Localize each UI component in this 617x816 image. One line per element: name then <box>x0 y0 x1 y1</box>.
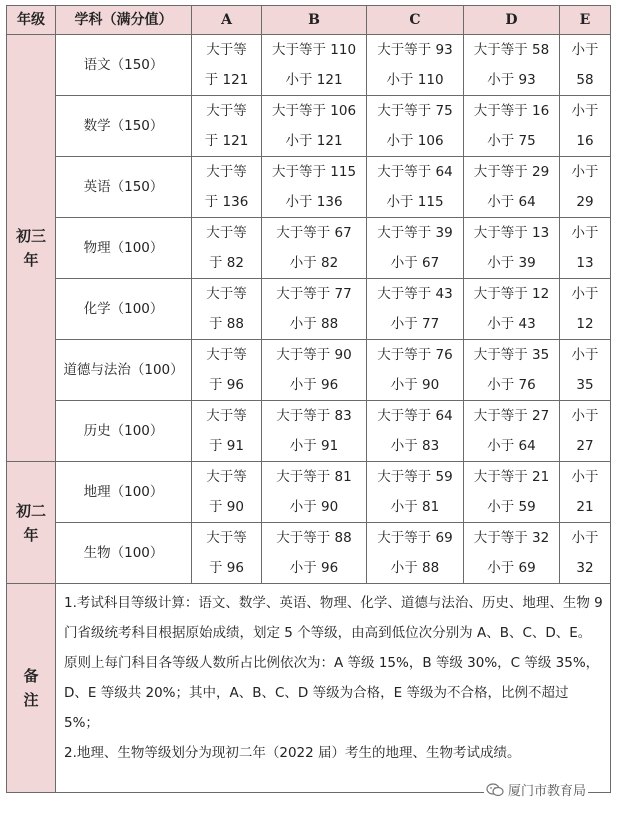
cell-line: 小于 39 <box>487 255 536 271</box>
cell-line: 于 121 <box>204 72 249 88</box>
cell-line: 小于 76 <box>487 377 536 393</box>
note-label-text: 备 注 <box>23 667 39 709</box>
cell-line: 小于 69 <box>487 560 536 576</box>
level-c-cell <box>367 35 464 96</box>
level-e-cell <box>560 218 611 279</box>
cell-line: 大于等于 67 <box>276 225 352 241</box>
cell-line: 小于 <box>571 530 599 546</box>
cell-line: 大于等于 59 <box>377 469 453 485</box>
level-b-cell <box>262 462 367 523</box>
level-b-cell <box>262 523 367 584</box>
cell-line: 21 <box>576 499 594 515</box>
cell-line: 小于 88 <box>390 560 440 576</box>
subject-cell: 生物（100） <box>56 523 192 584</box>
table-row <box>7 279 611 340</box>
watermark-text: 厦门市教育局 <box>508 784 587 799</box>
subject-cell: 语文（150） <box>56 35 192 96</box>
level-c-cell <box>367 340 464 401</box>
table-row <box>7 340 611 401</box>
cell-line: 16 <box>576 133 594 149</box>
cell-line: 小于 136 <box>285 194 343 210</box>
subject-cell: 化学（100） <box>56 279 192 340</box>
cell-line: 小于 <box>571 225 599 241</box>
subject-cell: 地理（100） <box>56 462 192 523</box>
level-a-cell <box>192 157 262 218</box>
level-a-cell <box>192 401 262 462</box>
subject-cell: 数学（150） <box>56 96 192 157</box>
cell-line: 大于等于 43 <box>377 286 453 302</box>
level-c-cell <box>367 279 464 340</box>
level-b-cell <box>262 218 367 279</box>
level-b-cell <box>262 35 367 96</box>
subject-cell: 物理（100） <box>56 218 192 279</box>
cell-line: 大于等于 110 <box>271 42 357 58</box>
note-text <box>56 584 611 793</box>
cell-line: 小于 88 <box>289 316 339 332</box>
cell-line: 27 <box>576 438 594 454</box>
header-level-e: E <box>560 6 611 35</box>
level-b-cell <box>262 279 367 340</box>
cell-line: 大于等于 76 <box>377 347 453 363</box>
cell-line: 小于 <box>571 469 599 485</box>
note-line-2: 2.地理、生物等级划分为现初二年（2022 届）考生的地理、生物考试成绩。 <box>64 745 521 761</box>
grade-label: 初二 年 <box>15 501 46 544</box>
level-a-cell <box>192 462 262 523</box>
level-c-cell <box>367 401 464 462</box>
cell-line: 大于等于 58 <box>473 42 550 58</box>
header-level-a: A <box>192 6 262 35</box>
cell-line: 大于等 <box>206 42 247 58</box>
cell-line: 小于 <box>571 103 599 119</box>
cell-line: 小于 121 <box>285 72 343 88</box>
cell-line: 32 <box>576 560 594 576</box>
cell-line: 大于等 <box>206 286 247 302</box>
header-level-c: C <box>367 6 464 35</box>
cell-line: 大于等于 81 <box>276 469 352 485</box>
level-c-cell <box>367 462 464 523</box>
cell-line: 58 <box>576 72 594 88</box>
cell-line: 小于 64 <box>487 194 536 210</box>
level-a-cell <box>192 279 262 340</box>
level-a-cell <box>192 340 262 401</box>
level-c-cell <box>367 157 464 218</box>
cell-line: 13 <box>576 255 594 271</box>
level-c-cell <box>367 523 464 584</box>
cell-line: 于 82 <box>209 255 244 271</box>
cell-line: 大于等于 115 <box>271 164 357 180</box>
cell-line: 小于 106 <box>386 133 444 149</box>
cell-line: 小于 75 <box>487 133 536 149</box>
level-d-cell <box>464 523 560 584</box>
cell-line: 大于等于 106 <box>271 103 357 119</box>
level-c-cell <box>367 96 464 157</box>
cell-line: 大于等 <box>206 347 247 363</box>
table-row <box>7 523 611 584</box>
cell-line: 小于 67 <box>390 255 440 271</box>
cell-line: 35 <box>576 377 594 393</box>
cell-line: 于 96 <box>209 560 244 576</box>
cell-line: 小于 91 <box>289 438 339 454</box>
cell-line: 小于 96 <box>289 560 339 576</box>
level-e-cell <box>560 523 611 584</box>
wechat-icon <box>486 783 504 797</box>
table-row <box>7 157 611 218</box>
cell-line: 大于等于 88 <box>276 530 352 546</box>
cell-line: 小于 <box>571 347 599 363</box>
cell-line: 大于等于 90 <box>276 347 352 363</box>
cell-line: 12 <box>576 316 594 332</box>
cell-line: 于 91 <box>209 438 244 454</box>
level-e-cell <box>560 340 611 401</box>
subject-cell: 英语（150） <box>56 157 192 218</box>
subject-cell: 道德与法治（100） <box>56 340 192 401</box>
level-d-cell <box>464 218 560 279</box>
cell-line: 小于 96 <box>289 377 339 393</box>
level-e-cell <box>560 462 611 523</box>
cell-line: 大于等 <box>206 469 247 485</box>
cell-line: 小于 64 <box>487 438 536 454</box>
level-a-cell <box>192 523 262 584</box>
cell-line: 大于等于 32 <box>473 530 550 546</box>
grade-cell <box>7 35 56 462</box>
cell-line: 大于等 <box>206 164 247 180</box>
level-d-cell <box>464 462 560 523</box>
cell-line: 大于等 <box>206 103 247 119</box>
cell-line: 大于等于 27 <box>473 408 550 424</box>
cell-line: 大于等 <box>206 408 247 424</box>
level-a-cell <box>192 35 262 96</box>
level-e-cell <box>560 157 611 218</box>
cell-line: 于 136 <box>204 194 249 210</box>
header-subject: 学科（满分值） <box>56 6 192 35</box>
header-level-b: B <box>262 6 367 35</box>
level-d-cell <box>464 35 560 96</box>
level-a-cell <box>192 218 262 279</box>
table-row <box>7 462 611 523</box>
cell-line: 大于等于 77 <box>276 286 352 302</box>
cell-line: 大于等于 69 <box>377 530 453 546</box>
cell-line: 小于 82 <box>289 255 339 271</box>
cell-line: 于 88 <box>209 316 244 332</box>
cell-line: 大于等 <box>206 530 247 546</box>
cell-line: 小于 93 <box>487 72 536 88</box>
table-row <box>7 218 611 279</box>
cell-line: 大于等于 93 <box>377 42 453 58</box>
grade-table <box>6 5 611 793</box>
cell-line: 大于等于 35 <box>473 347 550 363</box>
cell-line: 小于 77 <box>390 316 440 332</box>
grade-cell <box>7 462 56 584</box>
cell-line: 于 121 <box>204 133 249 149</box>
level-b-cell <box>262 96 367 157</box>
cell-line: 大于等于 16 <box>473 103 550 119</box>
note-label <box>7 584 56 793</box>
table-row <box>7 401 611 462</box>
cell-line: 于 96 <box>209 377 244 393</box>
cell-line: 小于 59 <box>487 499 536 515</box>
cell-line: 大于等于 39 <box>377 225 453 241</box>
level-e-cell <box>560 401 611 462</box>
table-row <box>7 96 611 157</box>
watermark <box>484 780 588 799</box>
cell-line: 小于 90 <box>390 377 440 393</box>
level-d-cell <box>464 279 560 340</box>
table-row <box>7 35 611 96</box>
level-b-cell <box>262 340 367 401</box>
level-d-cell <box>464 96 560 157</box>
cell-line: 大于等于 64 <box>377 408 453 424</box>
level-a-cell <box>192 96 262 157</box>
level-e-cell <box>560 96 611 157</box>
cell-line: 大于等于 83 <box>276 408 352 424</box>
cell-line: 大于等于 29 <box>473 164 550 180</box>
level-b-cell <box>262 401 367 462</box>
grade-label: 初三 年 <box>15 227 46 269</box>
header-level-d: D <box>464 6 560 35</box>
cell-line: 大于等于 13 <box>473 225 550 241</box>
level-d-cell <box>464 157 560 218</box>
level-e-cell <box>560 279 611 340</box>
note-row <box>7 584 611 793</box>
cell-line: 29 <box>576 194 594 210</box>
cell-line: 小于 <box>571 164 599 180</box>
level-b-cell <box>262 157 367 218</box>
cell-line: 大于等于 75 <box>377 103 453 119</box>
cell-line: 小于 115 <box>386 194 444 210</box>
cell-line: 小于 <box>571 408 599 424</box>
cell-line: 小于 <box>571 42 599 58</box>
note-line-1: 1.考试科目等级计算：语文、数学、英语、物理、化学、道德与法治、历史、地理、生物 9 门省级统考科目根据原始成绩，划定 5 个等级，由高到低位次分别为 A、B、C、D、E。原则上每门科目各等级人数所占比例依次为：A 等级 15%，B 等级 30%，C 等级 35%，D、E 等级共 20%；其中，A、B、C、D 等级为合格，E 等级为不合格，比例不超过 5%； <box>64 595 603 731</box>
cell-line: 小于 90 <box>289 499 339 515</box>
subject-cell: 历史（100） <box>56 401 192 462</box>
cell-line: 小于 <box>571 286 599 302</box>
cell-line: 小于 43 <box>487 316 536 332</box>
cell-line: 小于 110 <box>386 72 444 88</box>
cell-line: 小于 83 <box>390 438 440 454</box>
cell-line: 小于 121 <box>285 133 343 149</box>
cell-line: 于 90 <box>209 499 244 515</box>
cell-line: 大于等于 12 <box>473 286 550 302</box>
level-d-cell <box>464 340 560 401</box>
level-c-cell <box>367 218 464 279</box>
cell-line: 大于等于 64 <box>377 164 453 180</box>
cell-line: 小于 81 <box>390 499 440 515</box>
cell-line: 大于等于 21 <box>473 469 550 485</box>
header-row <box>7 6 611 35</box>
level-e-cell <box>560 35 611 96</box>
cell-line: 大于等 <box>206 225 247 241</box>
level-d-cell <box>464 401 560 462</box>
header-grade: 年级 <box>7 6 56 35</box>
